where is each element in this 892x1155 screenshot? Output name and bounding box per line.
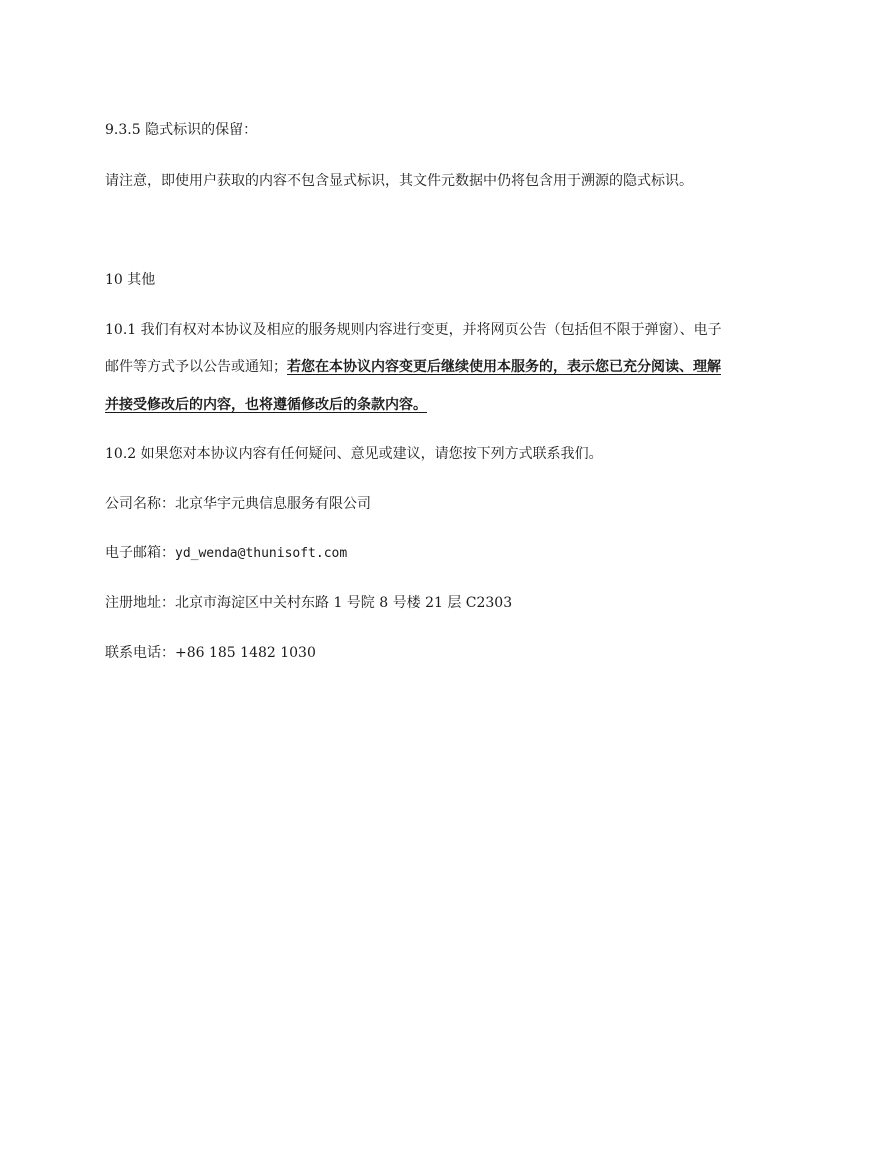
section-10-2: 10.2 如果您对本协议内容有任何疑问、意见或建议，请您按下列方式联系我们。 [105, 446, 603, 462]
section-10-heading: 10 其他 [105, 272, 156, 288]
section-10-1-emphasis-text: 若您在本协议内容变更后继续使用本服务的，表示您已充分阅读、理解 [287, 359, 721, 375]
section-10-1-plain-text: 邮件等方式予以公告或通知； [105, 359, 287, 375]
phone-value: +86 185 1482 1030 [175, 645, 316, 661]
company-name-value: 北京华宇元典信息服务有限公司 [175, 496, 371, 512]
email-row [105, 543, 795, 563]
email-value: yd_wenda@thunisoft.com [175, 546, 348, 561]
email-label: 电子邮箱： [105, 545, 175, 561]
section-10-1-emphasis-text-end: 并接受修改后的内容，也将遵循修改后的条款内容。 [105, 397, 427, 413]
address-label: 注册地址： [105, 595, 175, 611]
phone-row [105, 643, 795, 663]
section-10-1-line-2 [105, 357, 795, 377]
address-value: 北京市海淀区中关村东路 1 号院 8 号楼 21 层 C2303 [175, 595, 513, 611]
section-9-3-5-heading: 9.3.5 隐式标识的保留： [105, 122, 258, 138]
section-10-1-line-3 [105, 395, 795, 415]
address-row [105, 593, 795, 613]
company-name-row [105, 494, 795, 514]
section-9-3-5-body: 请注意，即使用户获取的内容不包含显式标识，其文件元数据中仍将包含用于溯源的隐式标识。 [105, 173, 693, 189]
section-10-1-line-1: 10.1 我们有权对本协议及相应的服务规则内容进行变更，并将网页公告（包括但不限于弹窗）、电子 [105, 322, 722, 338]
company-name-label: 公司名称： [105, 496, 175, 512]
phone-label: 联系电话： [105, 645, 175, 661]
